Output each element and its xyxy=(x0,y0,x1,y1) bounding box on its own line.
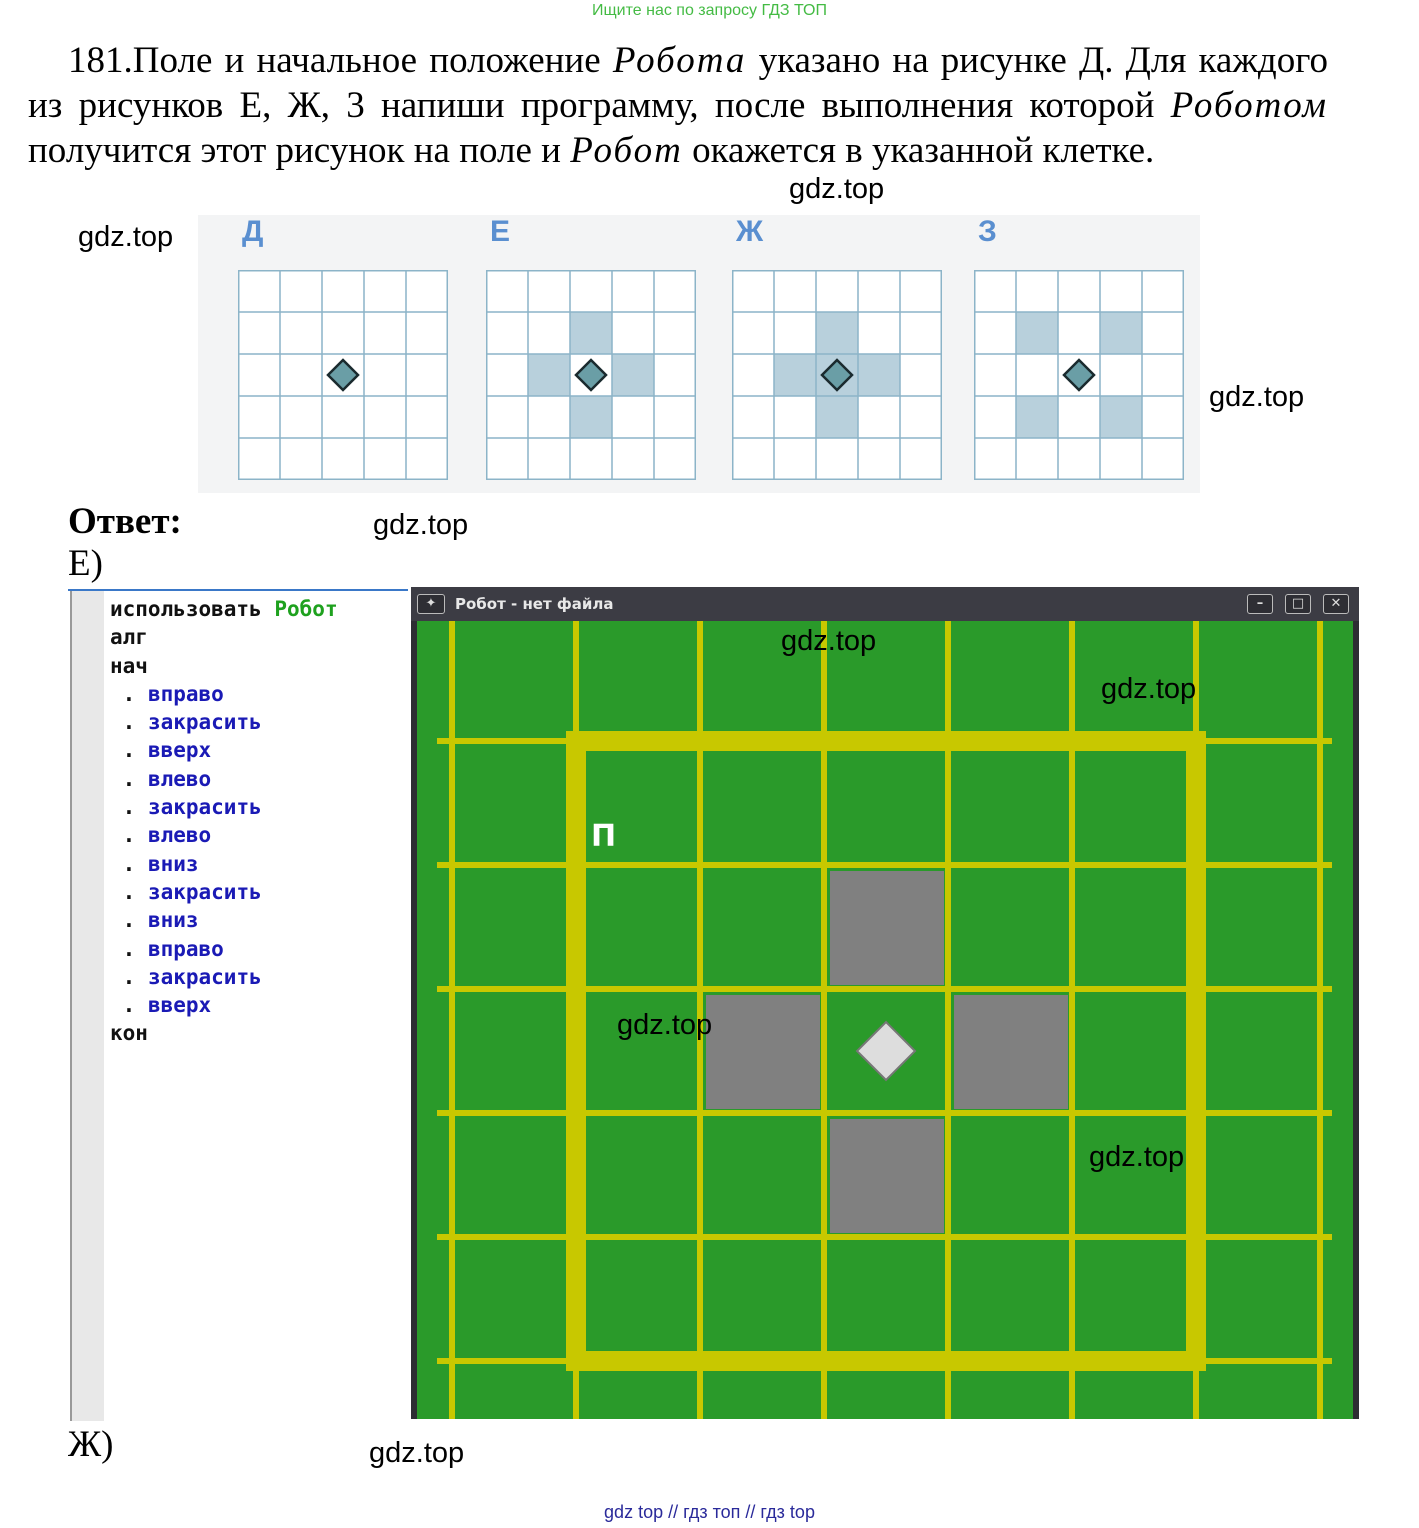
task-text: 181.Поле и начальное положение Робота указано на рисунке Д. Для каждого из рисунков Е, Ж, 3 напиши программу, после выполнения которой Роботом получится этот рисунок на поле и Робот окажется в указанной клетке. xyxy=(28,40,1328,171)
section-zh-label: Ж) xyxy=(68,1424,114,1465)
shaded-cell xyxy=(570,396,612,438)
minimize-button[interactable]: – xyxy=(1247,594,1273,614)
watermark: gdz.top xyxy=(1101,673,1197,705)
command-line[interactable]: вправо xyxy=(147,936,224,961)
window-titlebar[interactable] xyxy=(411,587,1359,621)
shaded-cell xyxy=(1100,396,1142,438)
watermark: gdz.top xyxy=(789,173,885,205)
figure-label: Ж xyxy=(736,215,764,248)
watermark: gdz.top xyxy=(1089,1141,1185,1173)
watermark: gdz.top xyxy=(617,1009,713,1041)
figure-label: Д xyxy=(242,215,264,248)
figure-grid xyxy=(974,270,1184,480)
task-number: 181. xyxy=(68,40,133,81)
performer-name: Робот xyxy=(274,597,338,621)
command-line[interactable]: влево xyxy=(147,823,212,848)
command-line[interactable]: влево xyxy=(147,766,212,791)
editor-gutter xyxy=(70,591,104,1421)
command-line[interactable]: вправо xyxy=(147,681,224,706)
shaded-cell xyxy=(1016,312,1058,354)
command-dot: . xyxy=(110,795,148,820)
command-dot: . xyxy=(110,738,148,763)
window-title: Робот - нет файла xyxy=(455,595,614,613)
command-line[interactable]: закрасить xyxy=(147,964,262,989)
command-dot: . xyxy=(110,766,148,791)
figures-panel xyxy=(198,215,1200,493)
figure-grid xyxy=(486,270,696,480)
code-editor[interactable] xyxy=(68,589,408,1421)
command-line[interactable]: вверх xyxy=(147,738,212,763)
watermark: gdz.top xyxy=(369,1437,465,1469)
command-line[interactable]: вниз xyxy=(147,908,199,933)
command-line[interactable]: вверх xyxy=(147,993,212,1018)
watermark: gdz.top xyxy=(781,625,877,657)
command-dot: . xyxy=(110,879,148,904)
watermark: gdz.top xyxy=(373,509,469,541)
shaded-cell xyxy=(816,396,858,438)
command-line[interactable]: закрасить xyxy=(147,710,262,735)
bottom-line: gdz top // гдз топ // гдз top xyxy=(604,1502,815,1522)
shaded-cell xyxy=(774,354,816,396)
painted-cell xyxy=(706,995,820,1109)
pin-icon[interactable]: ✦ xyxy=(417,594,445,614)
shaded-cell xyxy=(1016,396,1058,438)
shaded-cell xyxy=(858,354,900,396)
keyword-end: кон xyxy=(110,1021,148,1046)
command-line[interactable]: закрасить xyxy=(147,879,262,904)
keyword-use: использовать xyxy=(110,597,262,621)
painted-cell xyxy=(830,1119,944,1233)
shaded-cell xyxy=(1100,312,1142,354)
figure-grid xyxy=(238,270,448,480)
keyword-alg: алг xyxy=(110,625,148,650)
command-dot: . xyxy=(110,993,148,1018)
shaded-cell xyxy=(816,312,858,354)
command-dot: . xyxy=(110,681,148,706)
program-code[interactable] xyxy=(110,595,338,1048)
figure-label: З xyxy=(978,215,997,248)
section-e-label: Е) xyxy=(68,543,103,584)
figure-grid xyxy=(732,270,942,480)
robot-window xyxy=(411,587,1359,1419)
maximize-button[interactable]: □ xyxy=(1285,594,1311,614)
command-dot: . xyxy=(110,936,148,961)
painted-cell xyxy=(830,871,944,985)
command-dot: . xyxy=(110,823,148,848)
command-line[interactable]: вниз xyxy=(147,851,199,876)
shaded-cell xyxy=(528,354,570,396)
command-dot: . xyxy=(110,710,148,735)
painted-cell xyxy=(954,995,1068,1109)
command-dot: . xyxy=(110,908,148,933)
figure-label: Е xyxy=(490,215,511,248)
close-button[interactable]: ✕ xyxy=(1323,594,1349,614)
top-note: Ищите нас по запросу ГДЗ ТОП xyxy=(592,2,827,19)
start-marker: П xyxy=(591,819,617,854)
command-dot: . xyxy=(110,964,148,989)
answer-label: Ответ: xyxy=(68,501,182,542)
command-dot: . xyxy=(110,851,148,876)
watermark: gdz.top xyxy=(1209,381,1305,413)
keyword-begin: нач xyxy=(110,653,148,678)
watermark: gdz.top xyxy=(78,221,174,253)
command-line[interactable]: закрасить xyxy=(147,795,262,820)
robot-field[interactable] xyxy=(417,621,1353,1419)
shaded-cell xyxy=(612,354,654,396)
shaded-cell xyxy=(570,312,612,354)
